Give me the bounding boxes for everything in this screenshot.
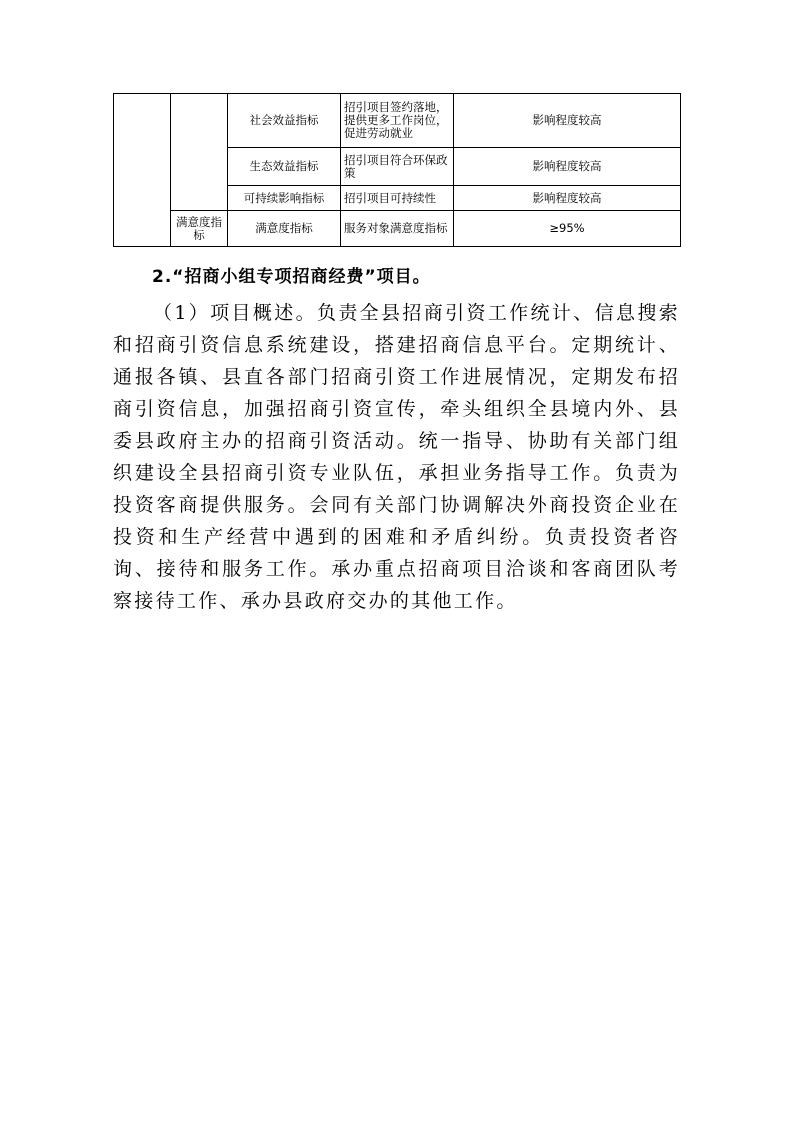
indicator-cell: 招引项目可持续性 [341, 186, 454, 211]
level2-cell: 满意度指标 [171, 211, 228, 247]
table-row [114, 94, 681, 148]
indicator-cell: 招引项目符合环保政策 [341, 148, 454, 186]
project-overview-paragraph: （1）项目概述。负责全县招商引资工作统计、信息搜索和招商引资信息系统建设，搭建招商信息平台。定期统计、通报各镇、县直各部门招商引资工作进展情况，定期发布招商引资信息，加强招商引资宣传，牵头组织全县境内外、县委县政府主办的招商引资活动。统一指导、协助有关部门组织建设全县招商引资专业队伍，承担业务指导工作。负责为投资客商提供服务。会同有关部门协调解决外商投资企业在投资和生产经营中遇到的困难和矛盾纠纷。负责投资者咨询、接待和服务工作。承办重点招商项目洽谈和客商团队考察接待工作、承办县政府交办的其他工作。 [113, 302, 680, 612]
value-cell: 影响程度较高 [454, 148, 681, 186]
level2-cell [171, 94, 228, 211]
indicator-cell: 招引项目签约落地，提供更多工作岗位，促进劳动就业 [341, 94, 454, 148]
indicator-cell: 服务对象满意度指标 [341, 211, 454, 247]
value-cell: ≥95% [454, 211, 681, 247]
level3-cell: 满意度指标 [228, 211, 341, 247]
value-cell: 影响程度较高 [454, 94, 681, 148]
table-row [114, 211, 681, 247]
level1-cell [114, 94, 171, 247]
section-heading: 2.“招商小组专项招商经费”项目。 [152, 267, 431, 287]
value-cell: 影响程度较高 [454, 186, 681, 211]
performance-indicator-table [113, 93, 681, 247]
level3-cell: 生态效益指标 [228, 148, 341, 186]
level3-cell: 社会效益指标 [228, 94, 341, 148]
level3-cell: 可持续影响指标 [228, 186, 341, 211]
